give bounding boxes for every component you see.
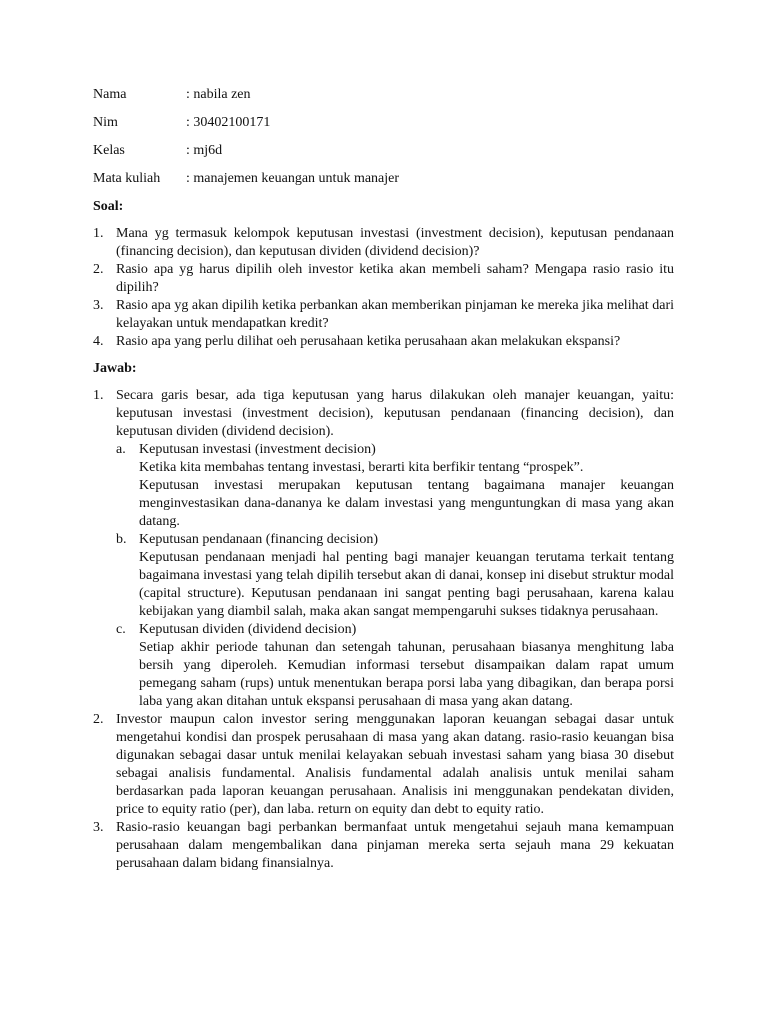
sub-paragraph: Keputusan investasi merupakan keputusan tentang bagaimana manajer keuangan menginvestasikan dana-dananya ke dalam investasi yang menguntungkan di masa yang akan datang. — [139, 478, 674, 529]
answer-sub-list — [116, 441, 674, 711]
soal-heading: Soal: — [93, 199, 124, 214]
sub-paragraph: Keputusan pendanaan menjadi hal penting bagi manajer keuangan terutama terkait tentang bagaimana investasi yang telah dipilih tersebut akan di danai, konsep ini disebut struktur modal (capital structure). Keputusan pendanaan ini sangat penting bagi perusahaan, karena kalau kebijakan yang diambil salah, maka akan sangat mempengaruhi sukses tidaknya perusahaan. — [139, 550, 674, 619]
answer-sub-item — [116, 621, 674, 711]
identity-value: : nabila zen — [186, 87, 251, 102]
answer-body — [116, 387, 674, 711]
question-item — [93, 333, 674, 351]
question-text: Rasio apa yg harus dipilih oleh investor ketika akan membeli saham? Mengapa rasio rasio itu dipilih? — [116, 262, 674, 295]
sub-paragraph: Ketika kita membahas tentang investasi, berarti kita berfikir tentang “prospek”. — [139, 460, 584, 475]
identity-value: : 30402100171 — [186, 115, 271, 130]
question-text: Rasio apa yg akan dipilih ketika perbankan akan memberikan pinjaman ke mereka jika melihat dari kelayakan untuk mendapatkan kredit? — [116, 298, 674, 331]
question-text: Rasio apa yang perlu dilihat oeh perusahaan ketika perusahaan akan melakukan ekspansi? — [116, 334, 621, 349]
identity-row-mata-kuliah — [93, 170, 674, 188]
identity-label: Nim — [93, 115, 118, 130]
sub-letter: a. — [116, 442, 126, 457]
question-item — [93, 261, 674, 297]
question-number: 3. — [93, 298, 104, 313]
answer-item — [93, 819, 674, 873]
identity-row-nama — [93, 86, 674, 104]
answer-item — [93, 387, 674, 711]
answer-item — [93, 711, 674, 819]
answer-list — [93, 387, 674, 873]
sub-title: Keputusan dividen (dividend decision) — [139, 622, 357, 637]
question-number: 4. — [93, 334, 104, 349]
answer-number: 3. — [93, 820, 104, 835]
sub-paragraph: Setiap akhir periode tahunan dan setengah tahunan, perusahaan biasanya menghitung laba bersih yang diperoleh. Kemudian informasi tersebut disampaikan dalam rapat umum pemegang saham (rups) untuk menentukan berapa porsi laba yang dibagikan, dan berapa porsi laba yang akan ditahan untuk ekspansi perusahaan di masa yang akan datang. — [139, 640, 674, 709]
identity-block — [93, 86, 674, 188]
question-item — [93, 297, 674, 333]
sub-letter: c. — [116, 622, 126, 637]
sub-body — [139, 441, 674, 531]
identity-value: : manajemen keuangan untuk manajer — [186, 171, 400, 186]
identity-label: Mata kuliah — [93, 171, 161, 186]
answer-intro: Secara garis besar, ada tiga keputusan yang harus dilakukan oleh manajer keuangan, yaitu: keputusan investasi (investment decision), keputusan pendanaan (financing decision), dan keputusan dividen (dividend decision). — [116, 388, 674, 439]
question-number: 2. — [93, 262, 104, 277]
answer-number: 2. — [93, 712, 104, 727]
jawab-heading: Jawab: — [93, 361, 137, 376]
sub-title: Keputusan pendanaan (financing decision) — [139, 532, 379, 547]
identity-row-nim — [93, 114, 674, 132]
identity-label: Kelas — [93, 143, 125, 158]
question-item — [93, 225, 674, 261]
document-page — [93, 86, 674, 873]
answer-text: Rasio-rasio keuangan bagi perbankan bermanfaat untuk mengetahui sejauh mana kemampuan perusahaan dalam mengembalikan dana pinjaman mereka serta sejauh mana 29 kekuatan perusahaan dalam bidang finansialnya. — [116, 820, 674, 871]
sub-letter: b. — [116, 532, 127, 547]
sub-body — [139, 621, 674, 711]
question-number: 1. — [93, 226, 104, 241]
answer-sub-item — [116, 441, 674, 531]
answer-sub-item — [116, 531, 674, 621]
identity-value: : mj6d — [186, 143, 223, 158]
answer-number: 1. — [93, 388, 104, 403]
question-list — [93, 225, 674, 351]
identity-row-kelas — [93, 142, 674, 160]
answer-text: Investor maupun calon investor sering menggunakan laporan keuangan sebagai dasar untuk mengetahui kondisi dan prospek perusahaan di masa yang akan datang. rasio-rasio keuangan bisa digunakan sebagai dasar untuk menilai kelayakan sebuah investasi saham yang biasa 30 disebut sebagai analisis fundamental. Analisis fundamental adalah analisis untuk menilai saham berdasarkan pada laporan keuangan perusahaan. Analisis ini menggunakan pendekatan dividen, price to equity ratio (per), dan laba. return on equity dan debt to equity ratio. — [116, 712, 674, 817]
sub-title: Keputusan investasi (investment decision) — [139, 442, 376, 457]
question-text: Mana yg termasuk kelompok keputusan investasi (investment decision), keputusan pendanaan (financing decision), dan keputusan dividen (dividend decision)? — [116, 226, 674, 259]
identity-label: Nama — [93, 87, 127, 102]
sub-body — [139, 531, 674, 621]
